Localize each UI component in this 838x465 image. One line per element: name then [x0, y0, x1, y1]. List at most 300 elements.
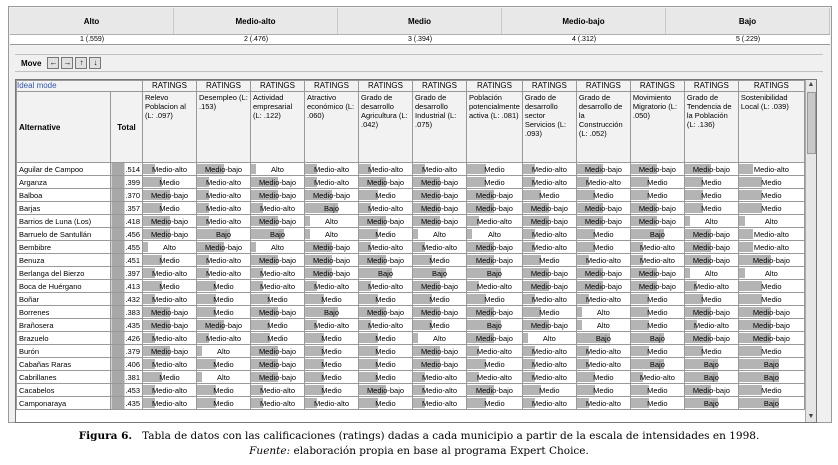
rating-cell[interactable] — [305, 332, 359, 345]
rating-cell[interactable] — [359, 228, 413, 241]
rating-cell[interactable] — [413, 306, 467, 319]
rating-cell[interactable] — [143, 189, 197, 202]
rating-cell[interactable] — [413, 163, 467, 176]
rating-cell[interactable] — [522, 254, 576, 267]
rating-cell[interactable] — [684, 280, 738, 293]
rating-cell[interactable] — [305, 228, 359, 241]
rating-cell[interactable] — [143, 345, 197, 358]
rating-value: Medio-bajo — [692, 164, 730, 174]
rating-cell[interactable] — [467, 358, 523, 371]
rating-cell[interactable] — [576, 176, 630, 189]
rating-cell[interactable] — [467, 163, 523, 176]
rating-cell[interactable] — [738, 332, 804, 345]
rating-cell[interactable] — [359, 319, 413, 332]
alternative-name: Burón — [17, 345, 111, 358]
rating-cell[interactable] — [251, 397, 305, 410]
rating-value: Medio-bajo — [312, 268, 351, 278]
rating-bar — [739, 268, 746, 278]
rating-value: Bajo — [431, 268, 447, 278]
rating-cell[interactable] — [467, 306, 523, 319]
rating-cell[interactable] — [522, 280, 576, 293]
rating-cell[interactable] — [467, 384, 523, 397]
rating-value: Medio-alto — [585, 177, 621, 187]
rating-cell[interactable] — [251, 358, 305, 371]
rating-value: Medio-bajo — [530, 268, 568, 278]
rating-cell[interactable] — [251, 163, 305, 176]
rating-cell[interactable] — [467, 397, 523, 410]
rating-cell[interactable] — [413, 280, 467, 293]
rating-cell[interactable] — [413, 358, 467, 371]
rating-cell[interactable] — [197, 189, 251, 202]
rating-cell[interactable] — [630, 319, 684, 332]
rating-value: Medio — [213, 294, 234, 304]
rating-cell[interactable] — [305, 306, 359, 319]
rating-cell[interactable] — [305, 267, 359, 280]
rating-value: Medio-alto — [151, 385, 188, 395]
rating-cell[interactable] — [467, 371, 523, 384]
rating-cell[interactable] — [251, 293, 305, 306]
alternative-name: Aguilar de Campoo — [17, 163, 111, 176]
rating-cell[interactable] — [630, 267, 684, 280]
rating-cell[interactable] — [684, 228, 738, 241]
rating-cell[interactable] — [467, 345, 523, 358]
rating-cell[interactable] — [359, 397, 413, 410]
rating-cell[interactable] — [630, 163, 684, 176]
rating-cell[interactable] — [738, 345, 804, 358]
rating-cell[interactable] — [684, 189, 738, 202]
rating-cell[interactable] — [143, 176, 197, 189]
rating-cell[interactable] — [630, 176, 684, 189]
rating-cell[interactable] — [738, 397, 804, 410]
rating-cell[interactable] — [413, 384, 467, 397]
rating-cell[interactable] — [359, 293, 413, 306]
scroll-thumb[interactable] — [807, 92, 816, 154]
rating-cell[interactable] — [359, 345, 413, 358]
rating-cell[interactable] — [576, 397, 630, 410]
rating-cell[interactable] — [576, 280, 630, 293]
rating-value: Medio-alto — [205, 190, 242, 200]
rating-cell[interactable] — [359, 384, 413, 397]
figure-caption — [0, 430, 838, 442]
rating-cell[interactable] — [197, 241, 251, 254]
rating-cell[interactable] — [359, 241, 413, 254]
rating-cell[interactable] — [522, 189, 576, 202]
rating-value: Medio-alto — [151, 164, 188, 174]
rating-cell[interactable] — [576, 293, 630, 306]
rating-cell[interactable] — [684, 319, 738, 332]
rating-value: Medio-bajo — [258, 190, 297, 200]
rating-cell[interactable] — [305, 371, 359, 384]
rating-cell[interactable] — [197, 345, 251, 358]
rating-cell[interactable] — [684, 215, 738, 228]
rating-cell[interactable] — [522, 202, 576, 215]
rating-cell[interactable] — [143, 306, 197, 319]
rating-cell[interactable] — [359, 358, 413, 371]
rating-cell[interactable] — [630, 332, 684, 345]
rating-value: Medio — [701, 294, 722, 304]
rating-value: Medio-alto — [259, 398, 296, 408]
rating-cell[interactable] — [197, 254, 251, 267]
rating-cell[interactable] — [684, 254, 738, 267]
rating-cell[interactable] — [467, 319, 523, 332]
rating-cell[interactable] — [251, 176, 305, 189]
rating-cell[interactable] — [738, 228, 804, 241]
rating-cell[interactable] — [738, 358, 804, 371]
rating-cell[interactable] — [143, 332, 197, 345]
rating-cell[interactable] — [522, 293, 576, 306]
arrow-down-icon[interactable]: ↓ — [89, 57, 101, 69]
rating-cell[interactable] — [305, 319, 359, 332]
rating-cell[interactable] — [576, 371, 630, 384]
rating-cell[interactable] — [143, 293, 197, 306]
rating-cell[interactable] — [738, 202, 804, 215]
rating-cell[interactable] — [197, 397, 251, 410]
rating-cell[interactable] — [522, 241, 576, 254]
rating-cell[interactable] — [522, 384, 576, 397]
rating-cell[interactable] — [143, 371, 197, 384]
scroll-up-icon[interactable]: ▲ — [807, 81, 815, 88]
rating-cell[interactable] — [630, 215, 684, 228]
rating-cell[interactable] — [467, 228, 523, 241]
rating-cell[interactable] — [684, 358, 738, 371]
rating-cell[interactable] — [738, 384, 804, 397]
rating-cell[interactable] — [359, 176, 413, 189]
rating-cell[interactable] — [305, 254, 359, 267]
rating-cell[interactable] — [305, 202, 359, 215]
rating-cell[interactable] — [576, 241, 630, 254]
ratings-column-header: RATINGS — [630, 81, 684, 92]
rating-cell[interactable] — [630, 345, 684, 358]
rating-cell[interactable] — [467, 267, 523, 280]
rating-cell[interactable] — [467, 202, 523, 215]
rating-cell[interactable] — [630, 306, 684, 319]
total-value: .418 — [111, 215, 143, 228]
rating-cell[interactable] — [684, 267, 738, 280]
rating-cell[interactable] — [684, 332, 738, 345]
rating-cell[interactable] — [738, 280, 804, 293]
rating-cell[interactable] — [251, 371, 305, 384]
rating-cell[interactable] — [576, 358, 630, 371]
rating-bar — [739, 281, 762, 291]
rating-cell[interactable] — [197, 215, 251, 228]
rating-cell[interactable] — [359, 189, 413, 202]
rating-value: Medio-bajo — [692, 385, 730, 395]
rating-cell[interactable] — [143, 397, 197, 410]
rating-cell[interactable] — [305, 293, 359, 306]
move-toolbar — [15, 54, 823, 72]
rating-cell[interactable] — [738, 241, 804, 254]
rating-cell[interactable] — [251, 332, 305, 345]
rating-cell[interactable] — [522, 358, 576, 371]
rating-value: Medio-bajo — [312, 255, 351, 265]
rating-cell[interactable] — [197, 306, 251, 319]
rating-cell[interactable] — [413, 228, 467, 241]
rating-cell[interactable] — [522, 397, 576, 410]
rating-cell[interactable] — [359, 280, 413, 293]
rating-value: Medio — [267, 320, 288, 330]
rating-cell[interactable] — [522, 319, 576, 332]
rating-cell[interactable] — [359, 254, 413, 267]
rating-cell[interactable] — [630, 371, 684, 384]
rating-cell[interactable] — [738, 319, 804, 332]
rating-cell[interactable] — [413, 332, 467, 345]
rating-cell[interactable] — [359, 306, 413, 319]
rating-cell[interactable] — [251, 319, 305, 332]
rating-cell[interactable] — [576, 189, 630, 202]
rating-cell[interactable] — [630, 397, 684, 410]
rating-cell[interactable] — [467, 293, 523, 306]
rating-cell[interactable] — [413, 267, 467, 280]
rating-cell[interactable] — [251, 215, 305, 228]
rating-cell[interactable] — [305, 358, 359, 371]
rating-cell[interactable] — [684, 384, 738, 397]
rating-value: Medio-bajo — [366, 255, 405, 265]
rating-cell[interactable] — [738, 306, 804, 319]
rating-value: Bajo — [703, 398, 719, 408]
rating-value: Medio-alto — [313, 398, 350, 408]
rating-cell[interactable] — [522, 176, 576, 189]
rating-cell[interactable] — [630, 280, 684, 293]
rating-cell[interactable] — [251, 306, 305, 319]
rating-cell[interactable] — [522, 215, 576, 228]
rating-cell[interactable] — [413, 319, 467, 332]
rating-cell[interactable] — [467, 254, 523, 267]
rating-cell[interactable] — [630, 293, 684, 306]
rating-value: Bajo — [649, 359, 665, 369]
arrow-left-icon[interactable]: ← — [49, 58, 58, 67]
rating-value: Bajo — [649, 333, 665, 343]
rating-cell[interactable] — [413, 345, 467, 358]
rating-cell[interactable] — [684, 345, 738, 358]
rating-cell[interactable] — [522, 371, 576, 384]
rating-cell[interactable] — [251, 280, 305, 293]
total-value: .435 — [111, 397, 143, 410]
rating-cell[interactable] — [630, 202, 684, 215]
rating-cell[interactable] — [630, 358, 684, 371]
rating-value: Alto — [764, 216, 778, 226]
rating-cell[interactable] — [738, 267, 804, 280]
rating-cell[interactable] — [305, 397, 359, 410]
rating-bar — [739, 346, 762, 356]
rating-cell[interactable] — [143, 267, 197, 280]
rating-cell[interactable] — [522, 345, 576, 358]
rating-cell[interactable] — [413, 189, 467, 202]
table-row — [17, 345, 805, 358]
rating-cell[interactable] — [413, 293, 467, 306]
table-row — [17, 241, 805, 254]
total-value: .456 — [111, 228, 143, 241]
figure-caption-text: Tabla de datos con las calificaciones (ratings) dadas a cada municipio a partir de la escala de intensidades en 1998. — [142, 430, 760, 442]
rating-cell[interactable] — [251, 189, 305, 202]
rating-cell[interactable] — [738, 163, 804, 176]
rating-cell[interactable] — [251, 384, 305, 397]
rating-cell[interactable] — [251, 254, 305, 267]
rating-cell[interactable] — [197, 163, 251, 176]
rating-cell[interactable] — [359, 215, 413, 228]
rating-cell[interactable] — [143, 202, 197, 215]
rating-value: Medio-bajo — [475, 203, 513, 213]
rating-cell[interactable] — [467, 241, 523, 254]
rating-value: Alto — [542, 333, 556, 343]
rating-cell[interactable] — [576, 306, 630, 319]
rating-cell[interactable] — [359, 163, 413, 176]
rating-cell[interactable] — [413, 371, 467, 384]
rating-cell[interactable] — [684, 176, 738, 189]
rating-cell[interactable] — [251, 228, 305, 241]
rating-cell[interactable] — [197, 176, 251, 189]
rating-cell[interactable] — [197, 202, 251, 215]
rating-cell[interactable] — [305, 384, 359, 397]
rating-cell[interactable] — [576, 384, 630, 397]
rating-cell[interactable] — [359, 332, 413, 345]
rating-cell[interactable] — [305, 345, 359, 358]
ideal-mode-link[interactable]: Ideal mode — [17, 81, 143, 92]
arrow-right-icon[interactable]: → — [63, 58, 72, 67]
rating-cell[interactable] — [197, 228, 251, 241]
rating-cell[interactable] — [576, 202, 630, 215]
rating-cell[interactable] — [684, 202, 738, 215]
rating-cell[interactable] — [684, 163, 738, 176]
rating-value: Medio — [593, 385, 614, 395]
rating-cell[interactable] — [251, 202, 305, 215]
rating-value: Alto — [487, 229, 501, 239]
rating-cell[interactable] — [684, 306, 738, 319]
rating-cell[interactable] — [522, 332, 576, 345]
rating-cell[interactable] — [143, 228, 197, 241]
rating-cell[interactable] — [413, 215, 467, 228]
rating-cell[interactable] — [684, 241, 738, 254]
rating-value: Medio — [429, 320, 450, 330]
rating-value: Bajo — [486, 268, 502, 278]
rating-cell[interactable] — [413, 176, 467, 189]
rating-cell[interactable] — [738, 215, 804, 228]
rating-cell[interactable] — [467, 176, 523, 189]
rating-cell[interactable] — [522, 306, 576, 319]
rating-cell[interactable] — [143, 163, 197, 176]
rating-cell[interactable] — [305, 280, 359, 293]
rating-cell[interactable] — [576, 254, 630, 267]
rating-cell[interactable] — [413, 254, 467, 267]
rating-value: Medio-alto — [421, 398, 458, 408]
rating-cell[interactable] — [467, 332, 523, 345]
rating-cell[interactable] — [305, 241, 359, 254]
rating-cell[interactable] — [630, 228, 684, 241]
figure-label: Figura 6. — [78, 430, 133, 442]
rating-cell[interactable] — [576, 163, 630, 176]
rating-cell[interactable] — [738, 371, 804, 384]
vertical-scrollbar[interactable] — [805, 80, 816, 422]
rating-cell[interactable] — [143, 384, 197, 397]
rating-cell[interactable] — [738, 293, 804, 306]
rating-cell[interactable] — [413, 202, 467, 215]
rating-cell[interactable] — [576, 267, 630, 280]
rating-cell[interactable] — [738, 176, 804, 189]
rating-cell[interactable] — [197, 319, 251, 332]
rating-cell[interactable] — [467, 189, 523, 202]
scale-level-value: 5 (.229) — [735, 36, 761, 43]
rating-cell[interactable] — [143, 254, 197, 267]
rating-cell[interactable] — [630, 241, 684, 254]
rating-value: Medio-alto — [421, 372, 458, 382]
rating-cell[interactable] — [684, 371, 738, 384]
rating-value: Medio-alto — [585, 255, 621, 265]
rating-bar — [739, 242, 753, 252]
rating-cell[interactable] — [738, 189, 804, 202]
rating-cell[interactable] — [143, 215, 197, 228]
rating-cell[interactable] — [305, 176, 359, 189]
rating-cell[interactable] — [143, 241, 197, 254]
rating-cell[interactable] — [738, 254, 804, 267]
rating-cell[interactable] — [630, 254, 684, 267]
rating-cell[interactable] — [305, 215, 359, 228]
rating-cell[interactable] — [197, 280, 251, 293]
rating-cell[interactable] — [197, 267, 251, 280]
rating-value: Bajo — [703, 359, 719, 369]
rating-value: Bajo — [763, 398, 779, 408]
rating-cell[interactable] — [413, 241, 467, 254]
rating-cell[interactable] — [576, 215, 630, 228]
rating-cell[interactable] — [522, 163, 576, 176]
rating-cell[interactable] — [251, 345, 305, 358]
rating-value: Medio — [375, 294, 396, 304]
ratings-column-header: RATINGS — [522, 81, 576, 92]
rating-cell[interactable] — [251, 241, 305, 254]
rating-cell[interactable] — [359, 267, 413, 280]
rating-cell[interactable] — [576, 228, 630, 241]
figure-source — [0, 445, 838, 457]
rating-cell[interactable] — [197, 332, 251, 345]
rating-cell[interactable] — [251, 267, 305, 280]
rating-cell[interactable] — [522, 228, 576, 241]
rating-cell[interactable] — [197, 358, 251, 371]
rating-cell[interactable] — [576, 332, 630, 345]
rating-value: Bajo — [486, 320, 502, 330]
rating-cell[interactable] — [576, 345, 630, 358]
rating-cell[interactable] — [143, 280, 197, 293]
rating-value: Medio-alto — [205, 255, 242, 265]
scroll-down-icon[interactable]: ▼ — [807, 413, 815, 420]
rating-cell[interactable] — [522, 267, 576, 280]
rating-cell[interactable] — [197, 384, 251, 397]
scale-level-value: 1 (.559) — [79, 36, 105, 43]
rating-cell[interactable] — [413, 397, 467, 410]
rating-cell[interactable] — [197, 371, 251, 384]
ratings-column-header: RATINGS — [467, 81, 523, 92]
rating-cell[interactable] — [684, 293, 738, 306]
arrow-up-icon[interactable]: ↑ — [75, 57, 87, 69]
rating-cell[interactable] — [143, 358, 197, 371]
rating-cell[interactable] — [576, 319, 630, 332]
rating-value: Medio-bajo — [258, 255, 297, 265]
rating-cell[interactable] — [630, 189, 684, 202]
rating-cell[interactable] — [359, 371, 413, 384]
rating-cell[interactable] — [197, 293, 251, 306]
rating-value: Medio-alto — [476, 372, 512, 382]
ratings-column-header: RATINGS — [738, 81, 804, 92]
rating-cell[interactable] — [305, 163, 359, 176]
rating-cell[interactable] — [630, 384, 684, 397]
rating-cell[interactable] — [143, 319, 197, 332]
rating-cell[interactable] — [684, 397, 738, 410]
alternative-name: Cabañas Raras — [17, 358, 111, 371]
rating-cell[interactable] — [467, 280, 523, 293]
rating-value: Medio-alto — [531, 164, 567, 174]
expert-choice-window — [8, 6, 832, 423]
rating-value: Medio-alto — [151, 359, 188, 369]
rating-cell[interactable] — [305, 189, 359, 202]
rating-cell[interactable] — [359, 202, 413, 215]
rating-cell[interactable] — [467, 215, 523, 228]
